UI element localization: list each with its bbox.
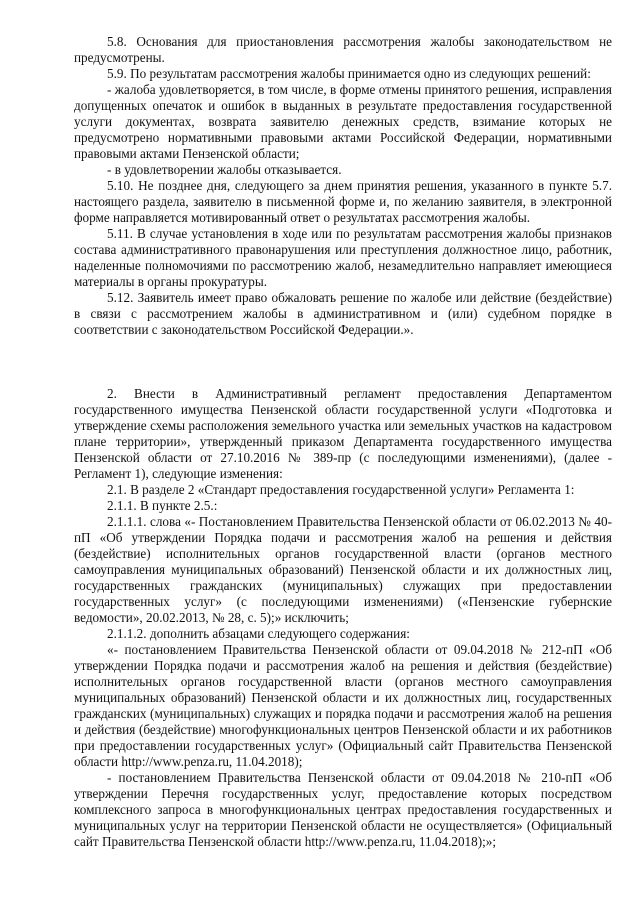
list-item-complaint-satisfied: - жалоба удовлетворяется, в том числе, в форме отмены принятого решения, исправления допущенных опечаток и ошибок в выданных в результате предоставления государственной услуги документах, возврата заявителю денежных средств, взимание которых не предусмотрено нормативными правовыми актами Российской Федерации, нормативными правовыми актами Пензенской области; [74,82,612,161]
paragraph-5-8: 5.8. Основания для приостановления рассмотрения жалобы законодательством не предусмотрены. [74,34,612,65]
section-gap [74,338,612,386]
document-page [74,34,612,850]
added-item-decree-212: «- постановлением Правительства Пензенской области от 09.04.2018 № 212-пП «Об утверждении Порядка подачи и рассмотрения жалоб на решения и действия (бездействие) исполнительных органов государственной власти (органов местного самоуправления муниципальных образований) Пензенской области и их должностных лиц, государственных гражданских (муниципальных) служащих и порядка подачи и рассмотрения жалоб на решения и действия (бездействие) многофункциональных центров Пензенской области и их работников при предоставлении государственных услуг» (Официальный сайт Правительства Пензенской области http://www.penza.ru, 11.04.2018); [74,642,612,769]
paragraph-2-1-1-2: 2.1.1.2. дополнить абзацами следующего содержания: [107,626,410,641]
paragraph-5-9: 5.9. По результатам рассмотрения жалобы принимается одно из следующих решений: [107,66,591,81]
paragraph-2-1-1: 2.1.1. В пункте 2.5.: [107,498,218,513]
paragraph-2-1-1-1: 2.1.1.1. слова «- Постановлением Правительства Пензенской области от 06.02.2013 № 40-пП «Об утверждении Порядка подачи и рассмотрения жалоб на решения и действия (бездействие) исполнительных органов государственной власти (органов местного самоуправления муниципальных образований) Пензенской области и их должностных лиц, государственных гражданских (муниципальных) служащих при предоставлении государственных услуг» (с последующими изменениями) («Пензенские губернские ведомости», 20.02.2013, № 28, с. 5);» исключить; [74,514,612,625]
paragraph-5-12: 5.12. Заявитель имеет право обжаловать решение по жалобе или действие (бездействие) в связи с рассмотрением жалобы в административном и (или) судебном порядке в соответствии с законодательством Российской Федерации.». [74,290,612,337]
paragraph-2: 2. Внести в Административный регламент предоставления Департаментом государственного имущества Пензенской области государственной услуги «Подготовка и утверждение схемы расположения земельного участка или земельных участков на кадастровом плане территории», утвержденный приказом Департамента государственного имущества Пензенской области от 27.10.2016 № 389-пр (с последующими изменениями), (далее - Регламент 1), следующие изменения: [74,386,612,481]
paragraph-2-1: 2.1. В разделе 2 «Стандарт предоставления государственной услуги» Регламента 1: [107,482,575,497]
list-item-complaint-refused: - в удовлетворении жалобы отказывается. [107,162,342,177]
paragraph-5-10: 5.10. Не позднее дня, следующего за днем принятия решения, указанного в пункте 5.7. настоящего раздела, заявителю в письменной форме и, по желанию заявителя, в электронной форме направляется мотивированный ответ о результатах рассмотрения жалобы. [74,178,612,225]
paragraph-5-11: 5.11. В случае установления в ходе или по результатам рассмотрения жалобы признаков состава административного правонарушения или преступления должностное лицо, работник, наделенные полномочиями по рассмотрению жалоб, незамедлительно направляет имеющиеся материалы в органы прокуратуры. [74,226,612,289]
added-item-decree-210: - постановлением Правительства Пензенской области от 09.04.2018 № 210-пП «Об утверждении Перечня государственных услуг, предоставление которых посредством комплексного запроса в многофункциональных центрах предоставления государственных и муниципальных услуг на территории Пензенской области не осуществляется» (Официальный сайт Правительства Пензенской области http://www.penza.ru, 11.04.2018);»; [74,770,612,849]
